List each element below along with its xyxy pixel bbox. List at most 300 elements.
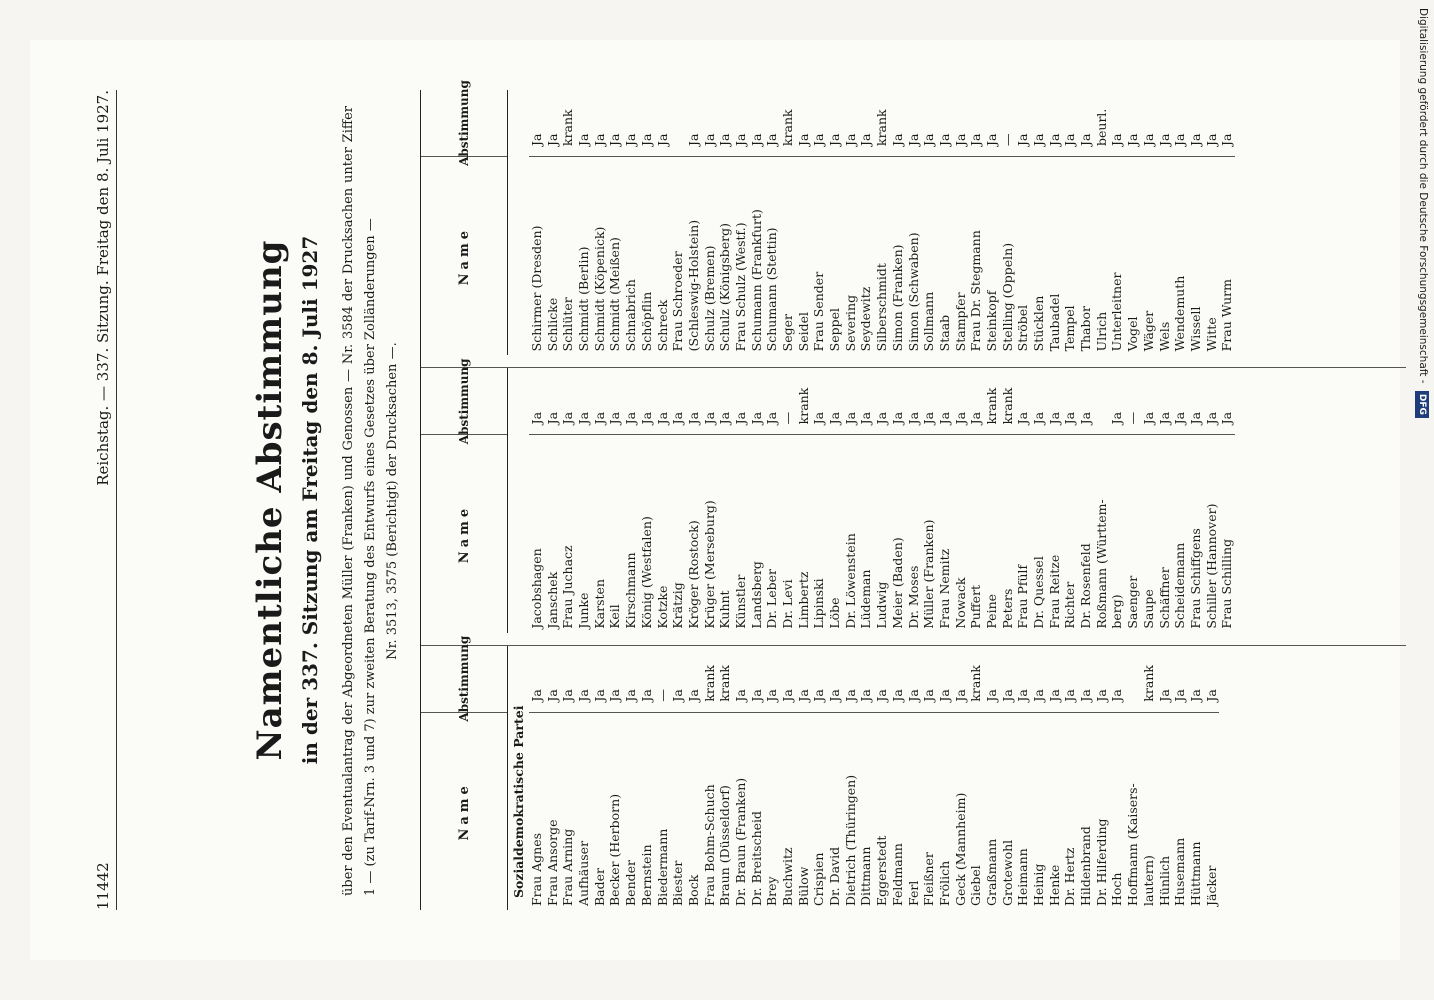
- member-name: Buchwitz: [780, 712, 796, 910]
- member-name: Stelling (Oppeln): [1000, 156, 1016, 355]
- member-row: [1141, 90, 1157, 355]
- member-row: [953, 90, 969, 355]
- member-row: [560, 368, 576, 632]
- member-name: Giebel: [968, 712, 984, 910]
- member-vote: Ja: [842, 689, 858, 702]
- member-row: [1125, 368, 1141, 632]
- member-vote: Ja: [811, 689, 827, 702]
- member-name: Graßmann: [984, 712, 1000, 910]
- member-vote: Ja: [936, 133, 952, 146]
- member-name: Dr. Moses: [906, 434, 922, 632]
- member-vote: Ja: [529, 411, 544, 425]
- member-name: Müller (Franken): [921, 434, 937, 632]
- member-vote: Ja: [952, 689, 968, 702]
- member-row: [811, 646, 827, 910]
- member-vote: —: [999, 133, 1015, 146]
- vote-header: Abstimmung: [457, 635, 471, 722]
- member-vote: Ja: [780, 689, 795, 702]
- member-name: Hüttmann: [1188, 712, 1204, 910]
- member-name: Henke: [1047, 712, 1063, 910]
- member-name: Bernstein: [639, 712, 655, 910]
- member-vote: Ja: [1156, 411, 1172, 425]
- member-row: [655, 90, 671, 355]
- spacer: [508, 90, 529, 355]
- member-vote: Ja: [623, 411, 639, 425]
- member-name: Seidel: [796, 156, 812, 355]
- member-name: Roßmann (Württem-: [1094, 434, 1110, 632]
- member-name: Seppel: [827, 156, 843, 355]
- member-row: [1094, 368, 1110, 632]
- member-vote: Ja: [638, 133, 654, 146]
- member-name: Junke: [576, 434, 592, 632]
- member-row: [843, 368, 859, 632]
- member-name: Ströbel: [1015, 156, 1031, 355]
- member-row: [1141, 646, 1157, 910]
- member-vote: Ja: [576, 133, 592, 146]
- member-row: [1109, 90, 1125, 355]
- column-header: [421, 358, 508, 632]
- member-vote: Ja: [858, 411, 874, 425]
- member-name: Richter: [1062, 434, 1078, 632]
- member-vote: Ja: [827, 411, 843, 425]
- member-name: Schäffner: [1157, 434, 1173, 632]
- member-row: [984, 646, 1000, 910]
- member-row: [545, 90, 561, 355]
- member-name: Kirschmann: [623, 434, 639, 632]
- member-row: [1000, 368, 1016, 632]
- member-vote: Ja: [654, 411, 670, 425]
- member-vote: Ja: [1140, 133, 1156, 146]
- member-row: [639, 90, 655, 355]
- member-row: [780, 90, 796, 355]
- member-name: Biedermann: [655, 712, 671, 910]
- member-vote: beurl.: [1093, 108, 1109, 146]
- member-name: Thabor: [1078, 156, 1094, 355]
- member-vote: Ja: [1015, 133, 1031, 146]
- member-vote: Ja: [560, 689, 576, 702]
- member-name: Dr. Hilferding: [1094, 712, 1110, 910]
- member-name: Heimann: [1015, 712, 1031, 910]
- column-header: [421, 635, 508, 910]
- name-header: Name: [421, 156, 507, 355]
- member-row: [623, 368, 639, 632]
- vote-column: [421, 358, 1406, 632]
- member-name: Dr. Braun (Franken): [733, 712, 749, 910]
- vote-table: [420, 80, 1406, 910]
- member-vote: Ja: [1109, 689, 1125, 702]
- member-row: [827, 90, 843, 355]
- member-vote: Ja: [1015, 689, 1031, 702]
- member-name: Fleißner: [921, 712, 937, 910]
- member-row: [670, 646, 686, 910]
- member-name: Bülow: [796, 712, 812, 910]
- member-name: Frölich: [937, 712, 953, 910]
- member-row: [1188, 646, 1204, 910]
- member-name: Seydewitz: [858, 156, 874, 355]
- member-row: [906, 368, 922, 632]
- member-row: [764, 90, 780, 355]
- member-vote: krank: [968, 665, 984, 702]
- member-name: Frau Schulz (Westf.): [733, 156, 749, 355]
- member-row: [1000, 90, 1016, 355]
- member-vote: —: [780, 411, 795, 425]
- member-vote: Ja: [638, 689, 654, 702]
- member-vote: Ja: [732, 411, 748, 425]
- member-name: Kuhnt: [717, 434, 733, 632]
- member-name: Frau Reitze: [1047, 434, 1063, 632]
- member-row: [560, 90, 576, 355]
- member-vote: Ja: [983, 133, 999, 146]
- member-row: [1078, 90, 1094, 355]
- member-row: [1062, 90, 1078, 355]
- member-row: [670, 368, 686, 632]
- member-vote: Ja: [685, 133, 701, 146]
- party-heading: Sozialdemokratische Partei: [511, 705, 526, 898]
- member-vote: Ja: [607, 411, 623, 425]
- member-name: Dr. Leber: [764, 434, 780, 632]
- member-row: [1047, 368, 1063, 632]
- member-row: [1015, 646, 1031, 910]
- member-name: Wels: [1157, 156, 1173, 355]
- member-row: [874, 90, 890, 355]
- member-name: Schmidt (Meißen): [607, 156, 623, 355]
- member-name: Dietrich (Thüringen): [843, 712, 859, 910]
- name-header: Name: [421, 434, 507, 632]
- member-row: [827, 368, 843, 632]
- member-vote: Ja: [1015, 411, 1031, 425]
- member-name: Eggerstedt: [874, 712, 890, 910]
- member-row: [639, 646, 655, 910]
- member-row: [796, 368, 812, 632]
- member-vote: Ja: [1203, 133, 1219, 146]
- member-vote: Ja: [1109, 133, 1125, 146]
- member-name: Ludwig: [874, 434, 890, 632]
- member-name: Bader: [592, 712, 608, 910]
- member-vote: Ja: [921, 133, 937, 146]
- member-row: [1172, 368, 1188, 632]
- member-vote: Ja: [889, 133, 905, 146]
- member-row: [1015, 368, 1031, 632]
- member-vote: Ja: [1219, 133, 1235, 146]
- member-name: Dr. Quessel: [1031, 434, 1047, 632]
- member-row: [749, 646, 765, 910]
- member-row: [1031, 90, 1047, 355]
- member-row: [1188, 90, 1204, 355]
- member-row: [1157, 90, 1173, 355]
- member-vote: Ja: [921, 689, 937, 702]
- vote-header: Abstimmung: [457, 80, 471, 166]
- member-vote: Ja: [623, 689, 639, 702]
- member-row: [1031, 646, 1047, 910]
- member-row: [890, 368, 906, 632]
- member-name: Limbertz: [796, 434, 812, 632]
- member-vote: Ja: [529, 689, 544, 702]
- document-subtitle: in der 337. Sitzung am Freitag den 8. Juli 1927: [298, 235, 322, 765]
- member-vote: Ja: [1062, 411, 1078, 425]
- member-row: [639, 368, 655, 632]
- member-name: Hildenbrand: [1078, 712, 1094, 910]
- member-vote: Ja: [1156, 133, 1172, 146]
- member-name: Schiller (Hannover): [1204, 434, 1220, 632]
- member-row: [545, 368, 561, 632]
- member-row: [686, 90, 702, 355]
- member-vote: Ja: [1078, 411, 1094, 425]
- dfg-notice-text: Digitalisierung gefördert durch die Deutsche Forschungsgemeinschaft -: [1417, 8, 1429, 384]
- member-vote: Ja: [717, 133, 733, 146]
- member-name: Simon (Franken): [890, 156, 906, 355]
- member-row: [717, 646, 733, 910]
- member-row: [968, 646, 984, 910]
- member-name: Bender: [623, 712, 639, 910]
- member-row: [984, 90, 1000, 355]
- member-name: Frau Arning: [560, 712, 576, 910]
- member-row: [780, 368, 796, 632]
- member-vote: Ja: [1046, 133, 1062, 146]
- member-vote: Ja: [1031, 133, 1046, 146]
- member-vote: krank: [560, 109, 576, 146]
- member-vote: Ja: [889, 689, 905, 702]
- member-name: berg): [1109, 434, 1125, 632]
- name-header: Name: [421, 712, 507, 910]
- member-name: (Schleswig-Holstein): [686, 156, 702, 355]
- member-row: [921, 90, 937, 355]
- member-row: [1125, 90, 1141, 355]
- member-row: [733, 646, 749, 910]
- member-vote: Ja: [732, 133, 748, 146]
- member-vote: Ja: [576, 411, 592, 425]
- member-name: Schirmer (Dresden): [529, 156, 545, 355]
- member-vote: Ja: [764, 689, 780, 702]
- member-vote: Ja: [576, 689, 592, 702]
- member-row: [686, 368, 702, 632]
- document-title: Namentliche Abstimmung: [250, 239, 290, 761]
- member-vote: krank: [717, 665, 733, 702]
- member-row: [1015, 90, 1031, 355]
- member-vote: Ja: [1031, 411, 1046, 425]
- member-vote: Ja: [874, 411, 890, 425]
- member-row: [1000, 646, 1016, 910]
- member-row: [937, 90, 953, 355]
- member-row: [874, 368, 890, 632]
- member-name: Frau Agnes: [529, 712, 545, 910]
- member-vote: Ja: [1219, 411, 1235, 425]
- member-row: [968, 368, 984, 632]
- column-header: [421, 80, 508, 355]
- member-vote: Ja: [764, 411, 780, 425]
- member-name: Heinig: [1031, 712, 1047, 910]
- member-vote: krank: [999, 387, 1015, 425]
- member-row: [827, 646, 843, 910]
- member-row: [858, 368, 874, 632]
- member-row: [843, 90, 859, 355]
- member-name: Witte: [1204, 156, 1220, 355]
- member-name: Schnabrich: [623, 156, 639, 355]
- member-row: [733, 368, 749, 632]
- member-name: Schlicke: [545, 156, 561, 355]
- member-vote: Ja: [685, 689, 701, 702]
- member-row: [576, 90, 592, 355]
- member-name: Schöpflin: [639, 156, 655, 355]
- member-name: Unterleitner: [1109, 156, 1125, 355]
- running-header: [90, 90, 117, 910]
- member-name: Stücklen: [1031, 156, 1047, 355]
- member-vote: Ja: [748, 411, 764, 425]
- member-row: [1172, 646, 1188, 910]
- member-row: [858, 90, 874, 355]
- member-row: [953, 646, 969, 910]
- member-vote: Ja: [1156, 689, 1172, 702]
- member-row: [717, 90, 733, 355]
- member-name: Peine: [984, 434, 1000, 632]
- member-vote: Ja: [748, 689, 764, 702]
- member-vote: krank: [874, 109, 890, 146]
- page-number: 11442: [94, 862, 112, 910]
- member-row: [1031, 368, 1047, 632]
- dfg-logo: DFG: [1415, 391, 1429, 418]
- member-vote: Ja: [1046, 689, 1062, 702]
- member-name: Wissell: [1188, 156, 1204, 355]
- member-name: Landsberg: [749, 434, 765, 632]
- member-vote: Ja: [936, 411, 952, 425]
- member-vote: Ja: [905, 689, 921, 702]
- member-vote: [1125, 646, 1141, 712]
- member-name: Severing: [843, 156, 859, 355]
- member-vote: Ja: [795, 689, 811, 702]
- member-vote: krank: [780, 109, 795, 146]
- member-vote: Ja: [638, 411, 654, 425]
- member-name: Stampfer: [953, 156, 969, 355]
- member-vote: Ja: [811, 411, 827, 425]
- member-vote: Ja: [921, 411, 937, 425]
- member-vote: Ja: [889, 411, 905, 425]
- member-row: [749, 368, 765, 632]
- member-row: [1204, 368, 1220, 632]
- member-vote: Ja: [685, 411, 701, 425]
- member-name: Schmidt (Köpenick): [592, 156, 608, 355]
- member-vote: Ja: [858, 133, 874, 146]
- member-row: [702, 368, 718, 632]
- member-vote: Ja: [858, 689, 874, 702]
- member-row: [529, 646, 545, 910]
- running-title: Reichstag. — 337. Sitzung. Freitag den 8. Juli 1927.: [94, 90, 112, 486]
- member-row: [984, 368, 1000, 632]
- member-name: Dr. Rosenfeld: [1078, 434, 1094, 632]
- member-vote: Ja: [544, 133, 560, 146]
- member-name: Frau Dr. Stegmann: [968, 156, 984, 355]
- member-name: Meier (Baden): [890, 434, 906, 632]
- member-vote: Ja: [827, 689, 843, 702]
- member-name: Dr. David: [827, 712, 843, 910]
- member-row: [702, 646, 718, 910]
- member-name: Silberschmidt: [874, 156, 890, 355]
- member-vote: Ja: [591, 133, 607, 146]
- vote-column: [421, 80, 1406, 355]
- member-name: Taubadel: [1047, 156, 1063, 355]
- member-row: [1094, 646, 1110, 910]
- member-vote: Ja: [670, 689, 686, 702]
- member-row: [592, 646, 608, 910]
- member-vote: Ja: [1109, 411, 1125, 425]
- member-name: Becker (Herborn): [607, 712, 623, 910]
- member-name: Schreck: [655, 156, 671, 355]
- member-vote: Ja: [717, 411, 733, 425]
- member-row: [890, 646, 906, 910]
- member-name: Nowack: [953, 434, 969, 632]
- member-vote: Ja: [623, 133, 639, 146]
- member-row: [1109, 646, 1125, 910]
- member-name: Dr. Löwenstein: [843, 434, 859, 632]
- member-row: [1172, 90, 1188, 355]
- member-vote: Ja: [795, 133, 811, 146]
- member-name: Staab: [937, 156, 953, 355]
- member-vote: Ja: [1140, 411, 1156, 425]
- member-vote: Ja: [811, 133, 827, 146]
- member-row: [874, 646, 890, 910]
- member-name: Schmidt (Berlin): [576, 156, 592, 355]
- member-vote: Ja: [842, 411, 858, 425]
- member-name: König (Westfalen): [639, 434, 655, 632]
- member-name: Husemann: [1172, 712, 1188, 910]
- member-row: [906, 90, 922, 355]
- member-row: [529, 368, 545, 632]
- member-vote: Ja: [968, 133, 984, 146]
- member-name: Seger: [780, 156, 796, 355]
- member-name: Kotzke: [655, 434, 671, 632]
- member-name: Dr. Hertz: [1062, 712, 1078, 910]
- member-name: Schulz (Bremen): [702, 156, 718, 355]
- member-row: [1062, 646, 1078, 910]
- member-name: Lüdeman: [858, 434, 874, 632]
- member-row: [811, 368, 827, 632]
- member-row: [1157, 646, 1173, 910]
- vote-column: [421, 635, 1406, 910]
- member-row: [1141, 368, 1157, 632]
- member-name: Tempel: [1062, 156, 1078, 355]
- member-name: Schlüter: [560, 156, 576, 355]
- member-vote: krank: [1140, 665, 1156, 702]
- member-row: [1157, 368, 1173, 632]
- member-row: [655, 368, 671, 632]
- member-name: Hoch: [1109, 712, 1125, 910]
- member-row: [1204, 646, 1220, 910]
- member-name: Frau Bohm-Schuch: [702, 712, 718, 910]
- member-name: Frau Ansorge: [545, 712, 561, 910]
- member-row: [1094, 90, 1110, 355]
- member-name: Krüger (Merseburg): [702, 434, 718, 632]
- member-row: [796, 646, 812, 910]
- member-row: [1078, 368, 1094, 632]
- member-name: Hünlich: [1157, 712, 1173, 910]
- member-name: Schumann (Stettin): [764, 156, 780, 355]
- member-vote: krank: [701, 665, 717, 702]
- member-row: [623, 646, 639, 910]
- member-row: [717, 368, 733, 632]
- member-row: [1219, 368, 1235, 632]
- member-vote: Ja: [1187, 133, 1203, 146]
- member-vote: Ja: [560, 411, 576, 425]
- member-name: Jacobshagen: [529, 434, 545, 632]
- member-name: Frau Sender: [811, 156, 827, 355]
- member-name: Grotewohl: [1000, 712, 1016, 910]
- member-vote: Ja: [983, 689, 999, 702]
- member-name: Dr. Levi: [780, 434, 796, 632]
- member-name: Bock: [686, 712, 702, 910]
- member-vote: Ja: [1062, 133, 1078, 146]
- member-name: Kröger (Rostock): [686, 434, 702, 632]
- member-name: Dittmann: [858, 712, 874, 910]
- member-vote: Ja: [827, 133, 843, 146]
- member-row: [592, 90, 608, 355]
